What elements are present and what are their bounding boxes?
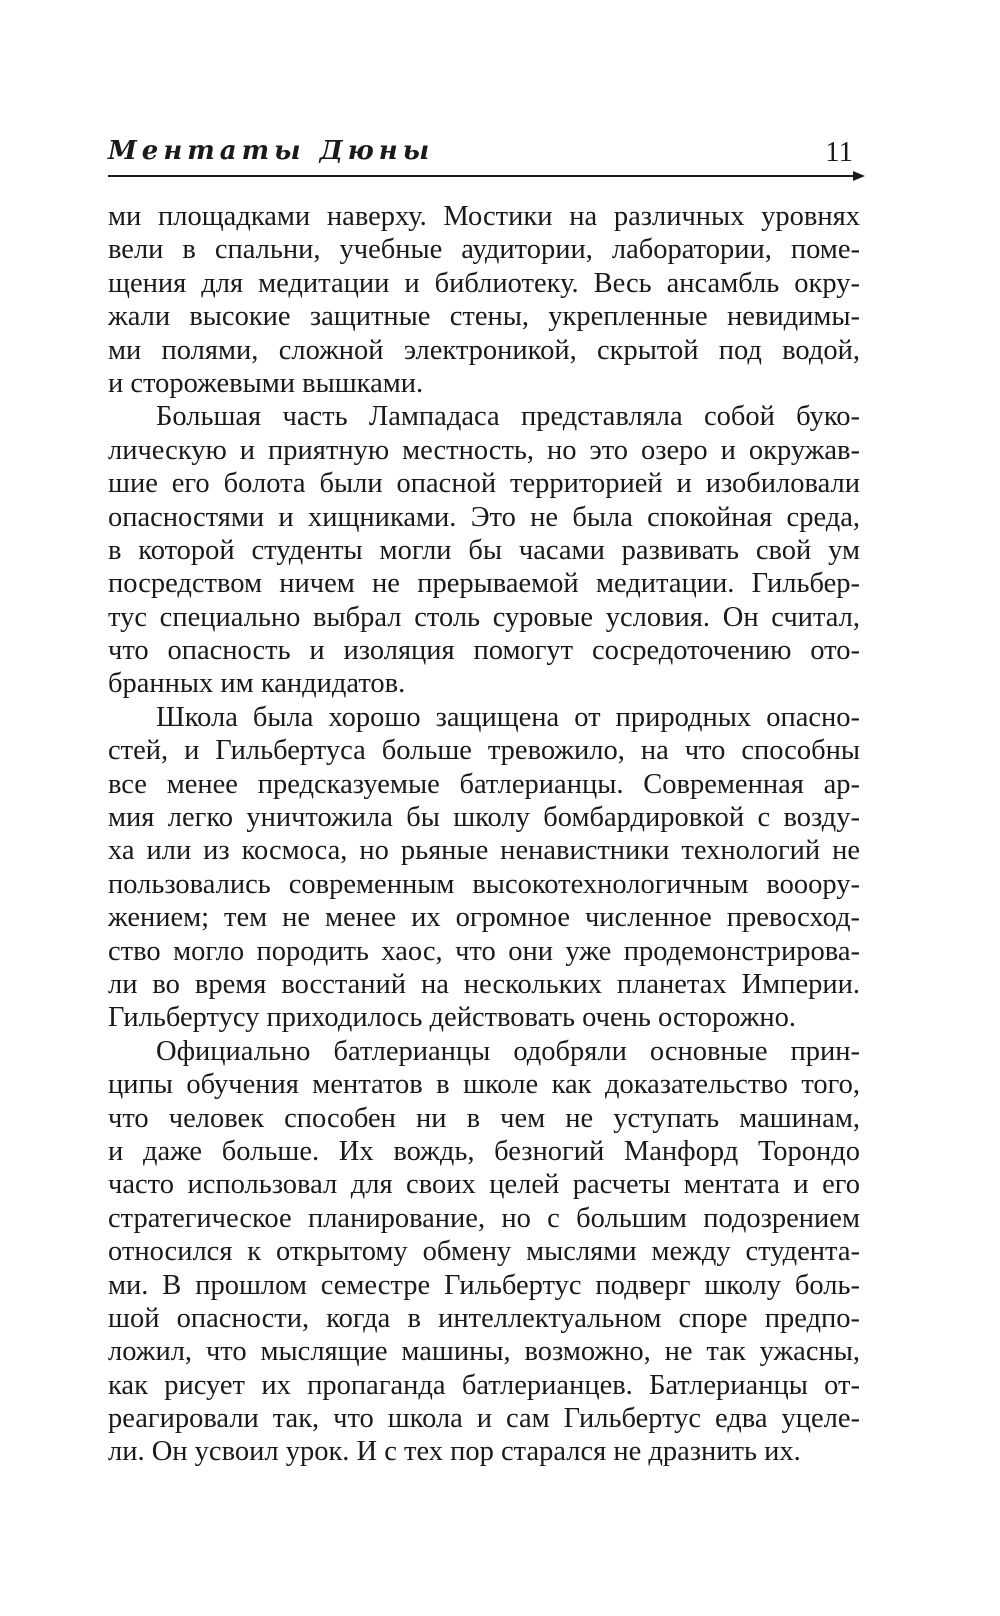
text-line: ципы обучения ментатов в школе как доказательство того, xyxy=(108,1069,860,1101)
text-line: пользовались современным высокотехнологичным вооору- xyxy=(108,868,860,900)
text-line: шие его болота были опасной территорией и изобиловали xyxy=(108,468,860,500)
text-line: ми. В прошлом семестре Гильбертус подверг школу боль- xyxy=(108,1269,860,1301)
text-line: и сторожевыми вышками. xyxy=(108,367,424,399)
text-line: стратегическое планирование, но с большим подозрением xyxy=(108,1202,860,1234)
header-rule-ornament xyxy=(853,171,865,181)
text-line: относился к открытому обмену мыслями между студента- xyxy=(108,1236,860,1268)
text-line: что человек способен ни в чем не уступать машинам, xyxy=(108,1102,860,1134)
text-line: реагировали так, что школа и сам Гильбертус едва уцеле- xyxy=(108,1403,860,1435)
text-line: ли во время восстаний на нескольких планетах Империи. xyxy=(108,968,860,1000)
text-line: жением; тем не менее их огромное численное превосход- xyxy=(108,902,860,934)
body-text xyxy=(108,200,860,1469)
text-line: мия легко уничтожила бы школу бомбардировкой с возду- xyxy=(108,802,860,834)
text-line: опасностями и хищниками. Это не была спокойная среда, xyxy=(108,501,860,533)
paragraph xyxy=(108,200,860,400)
text-line: бранных им кандидатов. xyxy=(108,668,406,700)
text-line: в которой студенты могли бы часами развивать свой ум xyxy=(108,534,860,566)
text-line: как рисует их пропаганда батлерианцев. Батлерианцы от- xyxy=(108,1369,860,1401)
text-line: что опасность и изоляция помогут сосредоточению ото- xyxy=(108,635,860,667)
running-title: Ментаты Дюны xyxy=(108,136,435,166)
text-line: ложил, что мыслящие машины, возможно, не так ужасны, xyxy=(108,1336,860,1368)
text-line: Гильбертусу приходилось действовать очень осторожно. xyxy=(108,1002,797,1034)
text-line: жали высокие защитные стены, укрепленные невидимы- xyxy=(108,301,860,333)
text-line: ли. Он усвоил урок. И с тех пор старался не дразнить их. xyxy=(108,1436,801,1468)
text-line: ха или из космоса, но рьяные ненавистники технологий не xyxy=(108,835,860,867)
text-line: все менее предсказуемые батлерианцы. Современная ар- xyxy=(108,768,860,800)
text-line: шой опасности, когда в интеллектуальном споре предпо- xyxy=(108,1302,860,1334)
text-line: тус специально выбрал столь суровые условия. Он считал, xyxy=(108,601,860,633)
text-line: часто использовал для своих целей расчеты ментата и его xyxy=(108,1169,860,1201)
running-header xyxy=(108,132,865,182)
paragraph xyxy=(108,400,860,701)
page-number: 11 xyxy=(825,136,853,168)
text-line: ство могло породить хаос, что они уже продемонстрирова- xyxy=(108,935,860,967)
text-line: щения для медитации и библиотеку. Весь ансамбль окру- xyxy=(108,267,860,299)
header-rule xyxy=(108,175,857,177)
text-line: вели в спальни, учебные аудитории, лаборатории, поме- xyxy=(108,234,860,266)
paragraph xyxy=(108,701,860,1035)
text-line: Большая часть Лампадаса представляла собой буко- xyxy=(156,401,860,433)
text-line: стей, и Гильбертуса больше тревожило, на что способны xyxy=(108,735,860,767)
paragraph xyxy=(108,1035,860,1469)
text-line: ми полями, сложной электроникой, скрытой под водой, xyxy=(108,334,860,366)
text-line: и даже больше. Их вождь, безногий Манфорд Торондо xyxy=(108,1135,860,1167)
text-line: Школа была хорошо защищена от природных опасно- xyxy=(156,701,860,733)
text-line: посредством ничем не прерываемой медитации. Гильбер- xyxy=(108,568,860,600)
text-line: лическую и приятную местность, но это озеро и окружав- xyxy=(108,434,860,466)
text-line: ми площадками наверху. Мостики на различных уровнях xyxy=(108,201,860,232)
text-line: Официально батлерианцы одобряли основные прин- xyxy=(156,1035,860,1067)
